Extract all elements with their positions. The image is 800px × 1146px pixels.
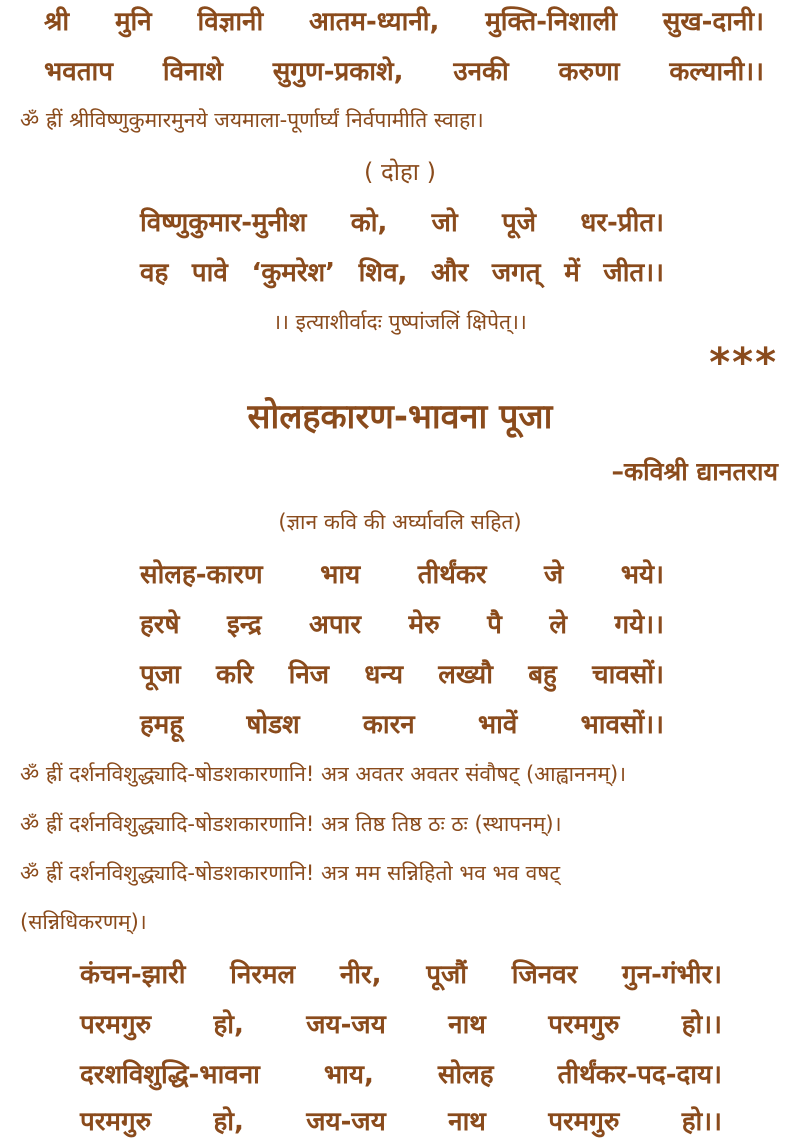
word: उनकी [453,57,509,87]
doha-heading: ( दोहा ) [364,158,436,186]
word: अपार [309,610,362,640]
word: हमहू [140,710,184,740]
pooja-title: सोलहकारण-भावना पूजा [247,397,553,437]
word: पूजौं [426,960,468,990]
word: हो।। [681,1010,722,1040]
word: हरषे [140,610,180,640]
sthapana-line-3 [140,655,664,691]
word: सुख-दानी। [662,7,764,37]
word: श्री [44,7,70,37]
jal-line-4 [80,1102,722,1138]
word: शिव, [358,258,408,288]
word: धन्य [364,660,404,690]
word: निज [288,660,330,690]
word: को, [350,208,388,238]
doha-line-1 [140,203,664,239]
word: तीर्थंकर-पद-दाय। [557,1060,722,1090]
word: सोलह-कारण [140,560,263,590]
subtitle: (ज्ञान कवि की अर्घ्यावलि सहित) [278,510,522,534]
word: विज्ञानी [197,7,264,37]
sannidhikaran-mantra-cont: (सन्निधिकरणम्)। [20,910,147,934]
word: पूजा [140,660,181,690]
word: कंचन-झारी [80,960,186,990]
sthapana-line-2 [140,605,664,641]
word: जीत।। [603,258,664,288]
word: परमगुरु [548,1107,620,1137]
word: भये। [620,560,664,590]
word: षोडश [246,710,300,740]
word: परमगुरु [80,1107,152,1137]
word: जो [431,208,458,238]
word: लख्यौ [438,660,493,690]
word: सोलह [437,1060,494,1090]
verse-line-1 [44,2,764,38]
word: हो।। [681,1107,722,1137]
verse-line-2 [44,52,764,88]
word: पूजे [502,208,537,238]
sthapanam-mantra: ॐ ह्रीं दर्शनविशुद्ध्यादि-षोडशकारणानि! अत्र तिष्ठ तिष्ठ ठः ठः (स्थापनम्)। [20,812,562,836]
word: चावसों। [592,660,664,690]
author-line: –कविश्री द्यानतराय [611,457,778,486]
doha-line-2 [140,253,664,289]
word: ले [549,610,568,640]
section-separator: *** [709,340,778,386]
word: भावसों।। [580,710,664,740]
word: आतम-ध्यानी, [309,7,440,37]
word: कल्यानी।। [669,57,764,87]
word: गुन-गंभीर। [622,960,722,990]
jal-line-2 [80,1005,722,1041]
word: पै [487,610,502,640]
word: में [564,258,580,288]
word: बहु [528,660,557,690]
word: नाथ [448,1107,486,1137]
word: विनाशे [162,57,223,87]
word: भावें [477,710,518,740]
jal-line-1 [80,955,722,991]
word: जिनवर [511,960,578,990]
word: और [431,258,469,288]
word: जे [544,560,564,590]
word: जय-जय [306,1107,386,1137]
word: भाय, [323,1060,374,1090]
word: भवताप [44,57,114,87]
word: हो, [213,1107,244,1137]
word: ‘कुमरेश’ [251,258,336,288]
word: करि [216,660,254,690]
word: मेरु [408,610,440,640]
word: वह [140,258,169,288]
jaymala-mantra: ॐ ह्रीं श्रीविष्णुकुमारमुनये जयमाला-पूर्णार्घ्यं निर्वपामीति स्वाहा। [20,108,484,132]
word: विष्णुकुमार-मुनीश [140,208,307,238]
word: इन्द्र [226,610,262,640]
word: हो, [213,1010,244,1040]
word: धर-प्रीत। [580,208,664,238]
word: तीर्थंकर [417,560,487,590]
ahvanan-mantra: ॐ ह्रीं दर्शनविशुद्ध्यादि-षोडशकारणानि! अत्र अवतर अवतर संवौषट् (आह्वाननम्)। [20,762,627,786]
word: नाथ [448,1010,486,1040]
word: भाय [320,560,361,590]
sthapana-line-1 [140,555,664,591]
sthapana-line-4 [140,705,664,741]
word: दरशविशुद्धि-भावना [80,1060,260,1090]
word: करुणा [558,57,620,87]
word: जय-जय [306,1010,386,1040]
word: कारन [362,710,415,740]
word: गये।। [614,610,664,640]
word: मुक्ति-निशाली [485,7,617,37]
word: नीर, [339,960,382,990]
sannidhikaran-mantra: ॐ ह्रीं दर्शनविशुद्ध्यादि-षोडशकारणानि! अत्र मम सन्निहितो भव भव वषट् [20,861,561,885]
word: सुगुण-प्रकाशे, [272,57,404,87]
jal-line-3 [80,1055,722,1091]
word: जगत् [491,258,541,288]
word: मुनि [114,7,152,37]
word: परमगुरु [548,1010,620,1040]
ashirvad-line: ।। इत्याशीर्वादः पुष्पांजलिं क्षिपेत्।। [273,310,527,334]
word: पावे [191,258,228,288]
word: परमगुरु [80,1010,152,1040]
word: निरमल [230,960,296,990]
